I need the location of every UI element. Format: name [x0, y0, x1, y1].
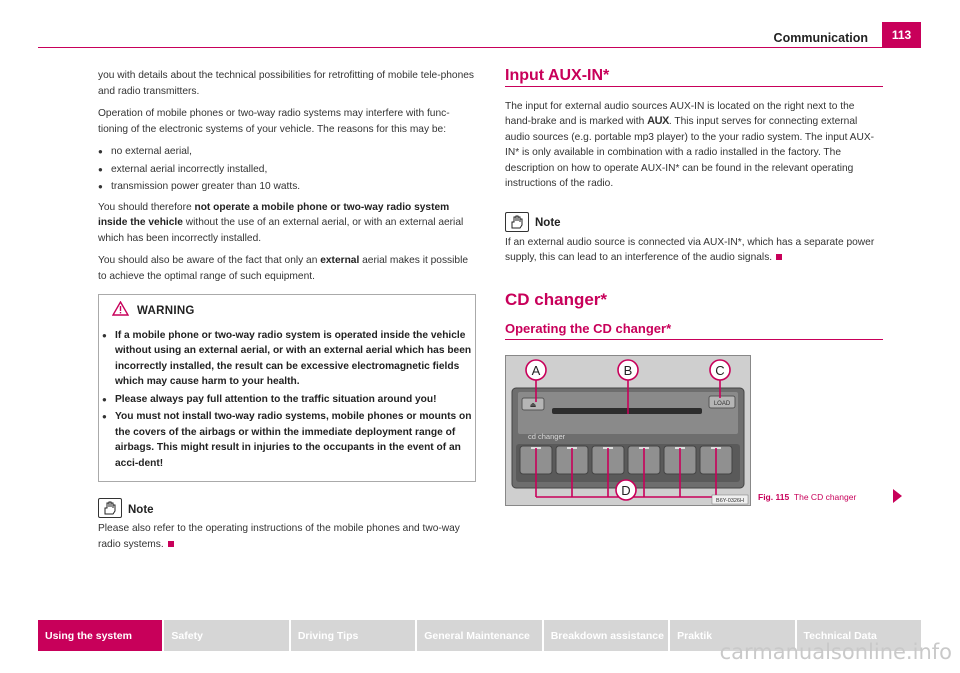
paragraph: Operation of mobile phones or two-way radio systems may interfere with func-tioning of the electronic systems of your vehicle. The reasons for this may be:: [98, 108, 450, 135]
figure-caption: [758, 492, 856, 502]
aux-symbol-icon: AUX: [647, 115, 669, 127]
warning-header: [102, 301, 472, 322]
text-run: You should also be aware of the fact that only an: [98, 255, 321, 266]
list-item: ● transmission power greater than 10 watts.: [98, 179, 476, 195]
paragraph: [98, 200, 476, 247]
text-run: The input for external audio sources AUX-IN is located on the right next to the hand-brake and is marked with: [505, 100, 855, 127]
bold-text-run: not operate a mobile phone or two-way radio system inside the vehicle: [98, 201, 450, 228]
end-mark-icon: [776, 254, 782, 260]
text-run: If an external audio source is connected via AUX-IN*, which has a separate power supply, this can lead to an interference of the audio signals.: [505, 236, 875, 263]
spacer: [505, 307, 883, 321]
paragraph: you with details about the technical possibilities for retrofitting of mobile tele-phones and radio transmitters.: [98, 70, 475, 97]
next-page-arrow-icon[interactable]: [893, 489, 902, 503]
warning-box: [98, 294, 476, 482]
note-header: [505, 212, 883, 232]
cd-changer-figure: [505, 355, 751, 506]
note-hand-icon: [98, 498, 122, 518]
caption-label: Fig. 115: [758, 492, 790, 502]
section-heading: Input AUX-IN*: [505, 67, 610, 84]
device-label: cd changer: [528, 432, 566, 441]
tab-safety[interactable]: Safety: [164, 620, 288, 651]
list-item: ● no external aerial,: [98, 144, 476, 160]
page-header-title: Communication: [773, 31, 868, 45]
note-title: Note: [535, 217, 561, 229]
warning-title: WARNING: [137, 304, 195, 317]
figure-code: B6Y-0326H: [716, 498, 744, 504]
left-column: [98, 68, 476, 559]
note-text: [98, 521, 476, 552]
warning-item: ● If a mobile phone or two-way radio system is operated inside the vehicle without using an external aerial, or with an external aerial which has been incorrectly installed, the result can be excessive electromagnetic fields which may cause harm to your health.: [102, 328, 472, 390]
note-text: [505, 235, 883, 266]
caption-text: The CD changer: [793, 492, 857, 502]
cd-changer-illustration: [506, 356, 750, 505]
subsection-heading: Operating the CD changer*: [505, 321, 672, 336]
heading-rule: [505, 339, 883, 340]
bold-text-run: external: [320, 255, 360, 266]
warning-list: [102, 328, 472, 472]
text-run: aerial makes it possible to achieve the optimal range of such equipment.: [98, 255, 469, 282]
heading-rule: [505, 86, 883, 87]
callout-b: B: [623, 363, 633, 378]
watermark: carmanualsonline.info: [719, 640, 952, 664]
page-number: 113: [882, 22, 921, 48]
tab-using-the-system[interactable]: Using the system: [38, 620, 162, 651]
note-title: Note: [128, 503, 154, 516]
warning-item: ● You must not install two-way radio systems, mobile phones or mounts on the covers of the airbags or within the immediate deployment range of airbags. This might result in injuries to the occupants in the event of an acci-dent!: [102, 409, 472, 471]
tab-technical-data[interactable]: Technical Data: [797, 620, 921, 651]
note-hand-icon: [505, 212, 529, 232]
tab-praktik[interactable]: Praktik: [670, 620, 794, 651]
header-rule: [38, 47, 921, 48]
svg-text:⏏: ⏏: [529, 401, 537, 409]
section-heading: CD changer*: [505, 289, 608, 309]
text-run: . This input serves for connecting external audio sources (e.g. portable mp3 player) to the your radio system. The input AUX-IN* is only available in combination with a radio installed in the factory. The description on how to operate AUX-IN* can be found in the relevant operating instructions of the radio.: [505, 116, 875, 189]
reasons-list: [98, 144, 476, 195]
tab-general-maintenance[interactable]: General Maintenance: [417, 620, 541, 651]
callout-d: D: [621, 483, 631, 498]
tab-breakdown-assistance[interactable]: Breakdown assistance: [544, 620, 668, 651]
text-run: without the use of an external aerial, or with an external aerial which has been incorrectly installed.: [98, 217, 464, 244]
load-label: LOAD: [713, 401, 731, 407]
tab-driving-tips[interactable]: Driving Tips: [291, 620, 415, 651]
callout-a: A: [531, 363, 541, 378]
paragraph: [505, 99, 883, 192]
warning-triangle-icon: [112, 301, 129, 322]
list-item: ● external aerial incorrectly installed,: [98, 162, 476, 178]
warning-item: ● Please always pay full attention to the traffic situation around you!: [102, 392, 472, 408]
note-header: [98, 498, 476, 518]
end-mark-icon: [168, 541, 174, 547]
callout-c: C: [715, 363, 725, 378]
text-run: You should therefore: [98, 201, 195, 213]
text-run: Please also refer to the operating instructions of the mobile phones and two-way radio systems.: [98, 523, 460, 550]
right-column: [505, 68, 883, 340]
paragraph: [98, 253, 476, 284]
